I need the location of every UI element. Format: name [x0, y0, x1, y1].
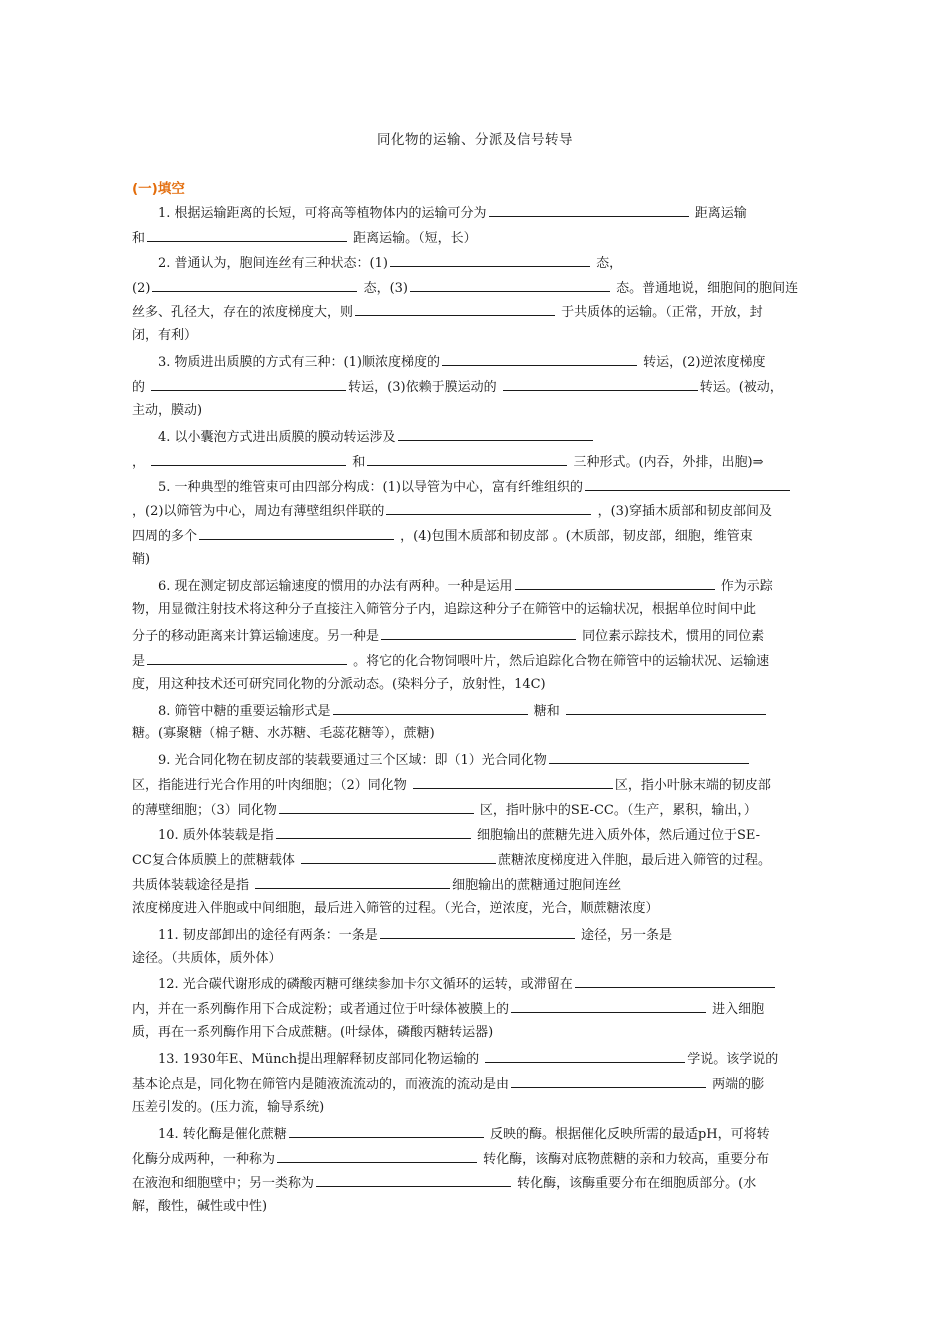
question-3-line-1: 3. 物质进出质膜的方式有三种：(1)顺浓度梯度的 转运，(2)逆浓度梯度: [158, 352, 766, 372]
question-5-line-4: 鞘): [132, 552, 151, 567]
question-3-line-2: 的 转运，(3)依赖于膜运动的 转运。(被动，: [132, 377, 783, 397]
question-5-line-2: ，(2)以筛管为中心，周边有薄壁组织伴联的 ，(3)穿插木质部和韧皮部间及: [132, 501, 772, 521]
answer-blank[interactable]: [151, 377, 346, 391]
answer-blank[interactable]: [301, 850, 496, 864]
answer-blank[interactable]: [255, 875, 450, 889]
section-heading: (一)填空: [132, 181, 185, 197]
question-1-line-1: 1. 根据运输距离的长短，可将高等植物体内的运输可分为 距离运输: [158, 203, 747, 223]
question-14-line-3: 在液泡和细胞壁中；另一类称为 转化酶，该酶重要分布在细胞质部分。(水: [132, 1173, 756, 1193]
question-8-line-2: 糖。(寡聚糖（棉子糖、水苏糖、毛蕊花糖等），蔗糖): [132, 726, 435, 741]
answer-blank[interactable]: [381, 626, 576, 640]
answer-blank[interactable]: [277, 1149, 477, 1163]
answer-blank[interactable]: [585, 477, 790, 491]
question-4-line-2: ， 和 三种形式。(内吞，外排，出胞)⇒: [132, 452, 764, 472]
answer-blank[interactable]: [489, 203, 689, 217]
question-9-line-2: 区，指能进行光合作用的叶肉细胞；（2）同化物 区，指小叶脉末端的韧皮部: [132, 775, 771, 795]
question-2-line-3: 丝多、孔径大，存在的浓度梯度大，则 于共质体的运输。（正常，开放，封: [132, 302, 763, 322]
question-6-line-5: 度，用这种技术还可研究同化物的分派动态。(染料分子，放射性，14C): [132, 677, 546, 692]
question-6-line-4: 是 。将它的化合物饲喂叶片，然后追踪化合物在筛管中的运输状况、运输速: [132, 651, 769, 671]
question-13-line-3: 压差引发的。(压力流，输导系统): [132, 1100, 325, 1115]
answer-blank[interactable]: [410, 278, 610, 292]
question-12-line-1: 12. 光合碳代谢形成的磷酸丙糖可继续参加卡尔文循环的运转，或滞留在: [158, 974, 777, 994]
answer-blank[interactable]: [390, 253, 590, 267]
question-11-line-2: 途径。（共质体，质外体）: [132, 951, 282, 966]
question-10-line-3: 共质体装载途径是指 细胞输出的蔗糖通过胞间连丝: [132, 875, 621, 895]
question-9-line-3: 的薄壁细胞；（3）同化物 区，指叶脉中的SE-CC。（生产，累积，输出，）: [132, 800, 757, 820]
question-6-line-1: 6. 现在测定韧皮部运输速度的惯用的办法有两种。一种是运用 作为示踪: [158, 576, 773, 596]
answer-blank[interactable]: [151, 452, 346, 466]
answer-blank[interactable]: [147, 228, 347, 242]
question-5-line-3: 四周的多个 ，(4)包围木质部和韧皮部 。(木质部，韧皮部，细胞，维管束: [132, 526, 753, 546]
answer-blank[interactable]: [367, 452, 567, 466]
question-6-line-3: 分子的移动距离来计算运输速度。另一种是 同位素示踪技术，惯用的同位素: [132, 626, 764, 646]
question-14-line-4: 解，酸性，碱性或中性): [132, 1199, 268, 1214]
answer-blank[interactable]: [503, 377, 698, 391]
answer-blank[interactable]: [333, 701, 528, 715]
answer-blank[interactable]: [147, 651, 347, 665]
question-10-line-1: 10. 质外体装载是指 细胞输出的蔗糖先进入质外体，然后通过位于SE-: [158, 825, 760, 845]
answer-blank[interactable]: [380, 925, 575, 939]
question-2-line-2: (2) 态，(3) 态。普通地说，细胞间的胞间连: [132, 278, 798, 298]
answer-blank[interactable]: [289, 1124, 484, 1138]
answer-blank[interactable]: [398, 427, 593, 441]
answer-blank[interactable]: [199, 526, 394, 540]
question-10-line-4: 浓度梯度进入伴胞或中间细胞，最后进入筛管的过程。（光合，逆浓度，光合，顺蔗糖浓度）: [132, 901, 659, 916]
question-13-line-2: 基本论点是，同化物在筛管内是随液流流动的，而液流的流动是由 两端的膨: [132, 1074, 764, 1094]
answer-blank[interactable]: [566, 701, 766, 715]
question-2-line-1: 2. 普通认为，胞间连丝有三种状态：(1) 态，: [158, 253, 622, 273]
question-3-line-3: 主动，膜动): [132, 403, 203, 418]
question-14-line-1: 14. 转化酶是催化蔗糖 反映的酶。根据催化反映所需的最适pH，可将转: [158, 1124, 770, 1144]
answer-blank[interactable]: [485, 1049, 685, 1063]
answer-blank[interactable]: [442, 352, 637, 366]
answer-blank[interactable]: [152, 278, 357, 292]
question-4-line-1: 4. 以小囊泡方式进出质膜的膜动转运涉及: [158, 427, 595, 447]
answer-blank[interactable]: [279, 800, 474, 814]
question-6-line-2: 物，用显微注射技术将这种分子直接注入筛管分子内，追踪这种分子在筛管中的运输状况，根据单位时间中此: [132, 602, 757, 617]
answer-blank[interactable]: [276, 825, 471, 839]
question-12-line-2: 内，并在一系列酶作用下合成淀粉；或者通过位于叶绿体被膜上的 进入细胞: [132, 999, 764, 1019]
question-13-line-1: 13. 1930年E、Münch提出理解释韧皮部同化物运输的 学说。该学说的: [158, 1049, 778, 1069]
question-1-line-2: 和 距离运输。（短，长）: [132, 228, 477, 248]
answer-blank[interactable]: [355, 302, 555, 316]
answer-blank[interactable]: [549, 750, 749, 764]
answer-blank[interactable]: [575, 974, 775, 988]
question-8-line-1: 8. 筛管中糖的重要运输形式是 糖和: [158, 701, 768, 721]
question-11-line-1: 11. 韧皮部卸出的途径有两条：一条是 途径，另一条是: [158, 925, 672, 945]
question-2-line-4: 闭，有利）: [132, 328, 198, 343]
answer-blank[interactable]: [316, 1173, 511, 1187]
answer-blank[interactable]: [413, 775, 613, 789]
answer-blank[interactable]: [511, 999, 706, 1013]
question-14-line-2: 化酶分成两种，一种称为 转化酶，该酶对底物蔗糖的亲和力较高，重要分布: [132, 1149, 769, 1169]
question-10-line-2: CC复合体质膜上的蔗糖载体 蔗糖浓度梯度进入伴胞，最后进入筛管的过程。: [132, 850, 771, 870]
question-5-line-1: 5. 一种典型的维管束可由四部分构成：(1)以导管为中心，富有纤维组织的: [158, 477, 792, 497]
answer-blank[interactable]: [511, 1074, 706, 1088]
answer-blank[interactable]: [515, 576, 715, 590]
question-9-line-1: 9. 光合同化物在韧皮部的装载要通过三个区域：即（1）光合同化物: [158, 750, 751, 770]
answer-blank[interactable]: [386, 501, 591, 515]
document-title: 同化物的运输、分派及信号转导: [377, 132, 573, 148]
question-12-line-3: 质，再在一系列酶作用下合成蔗糖。(叶绿体，磷酸丙糖转运器): [132, 1025, 494, 1040]
